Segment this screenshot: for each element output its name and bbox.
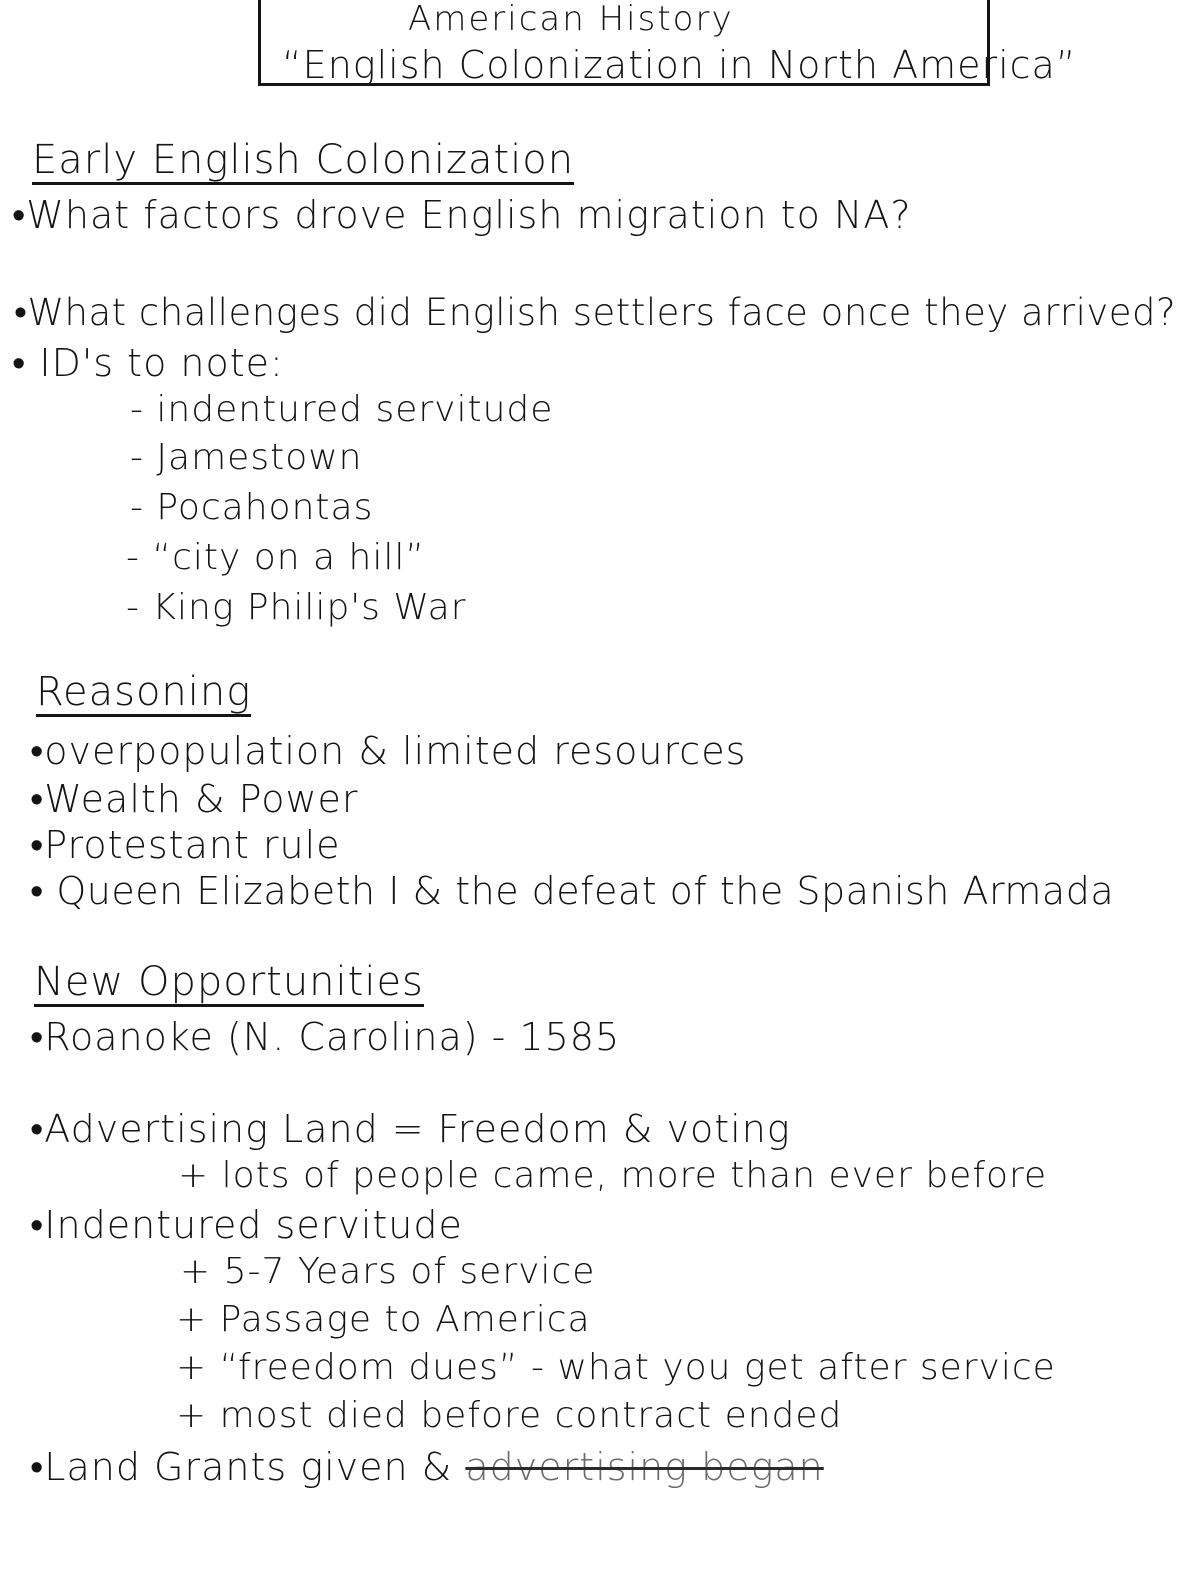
id-item: - indentured servitude: [130, 389, 554, 430]
indentured-subitem: + Passage to America: [176, 1299, 591, 1340]
indentured-subitem: + “freedom dues” - what you get after service: [176, 1347, 1056, 1388]
question-factors: •What factors drove English migration to NA?: [12, 193, 912, 237]
advertising-subitem: + lots of people came, more than ever before: [178, 1155, 1048, 1196]
id-item: - King Philip's War: [126, 587, 467, 628]
indentured-item: •Indentured servitude: [30, 1203, 463, 1247]
reasoning-item: •Wealth & Power: [30, 777, 359, 821]
heading-early-colonization: Early English Colonization: [32, 137, 575, 183]
indentured-subitem: + most died before contract ended: [176, 1395, 843, 1436]
id-item: - Jamestown: [130, 437, 363, 478]
title-course: American History: [408, 0, 734, 39]
reasoning-item: •overpopulation & limited resources: [30, 729, 747, 773]
ids-label: • ID's to note:: [12, 341, 284, 385]
reasoning-item: • Queen Elizabeth I & the defeat of the Spanish Armada: [30, 869, 1115, 913]
roanoke-item: •Roanoke (N. Carolina) - 1585: [30, 1015, 621, 1059]
land-grants-text: •Land Grants given &: [30, 1445, 453, 1489]
title-topic: “English Colonization in North America”: [282, 43, 1077, 87]
land-grants-item: [30, 1445, 824, 1489]
question-challenges: •What challenges did English settlers face once they arrived?: [14, 291, 1177, 334]
reasoning-item: •Protestant rule: [30, 823, 341, 867]
indentured-subitem: + 5-7 Years of service: [180, 1251, 596, 1292]
advertising-item: •Advertising Land = Freedom & voting: [30, 1107, 791, 1151]
id-item: - “city on a hill”: [126, 537, 426, 578]
scribbled-out-text: advertising began: [465, 1445, 824, 1489]
id-item: - Pocahontas: [130, 487, 374, 528]
heading-new-opportunities: New Opportunities: [34, 959, 424, 1005]
heading-reasoning: Reasoning: [36, 669, 252, 715]
